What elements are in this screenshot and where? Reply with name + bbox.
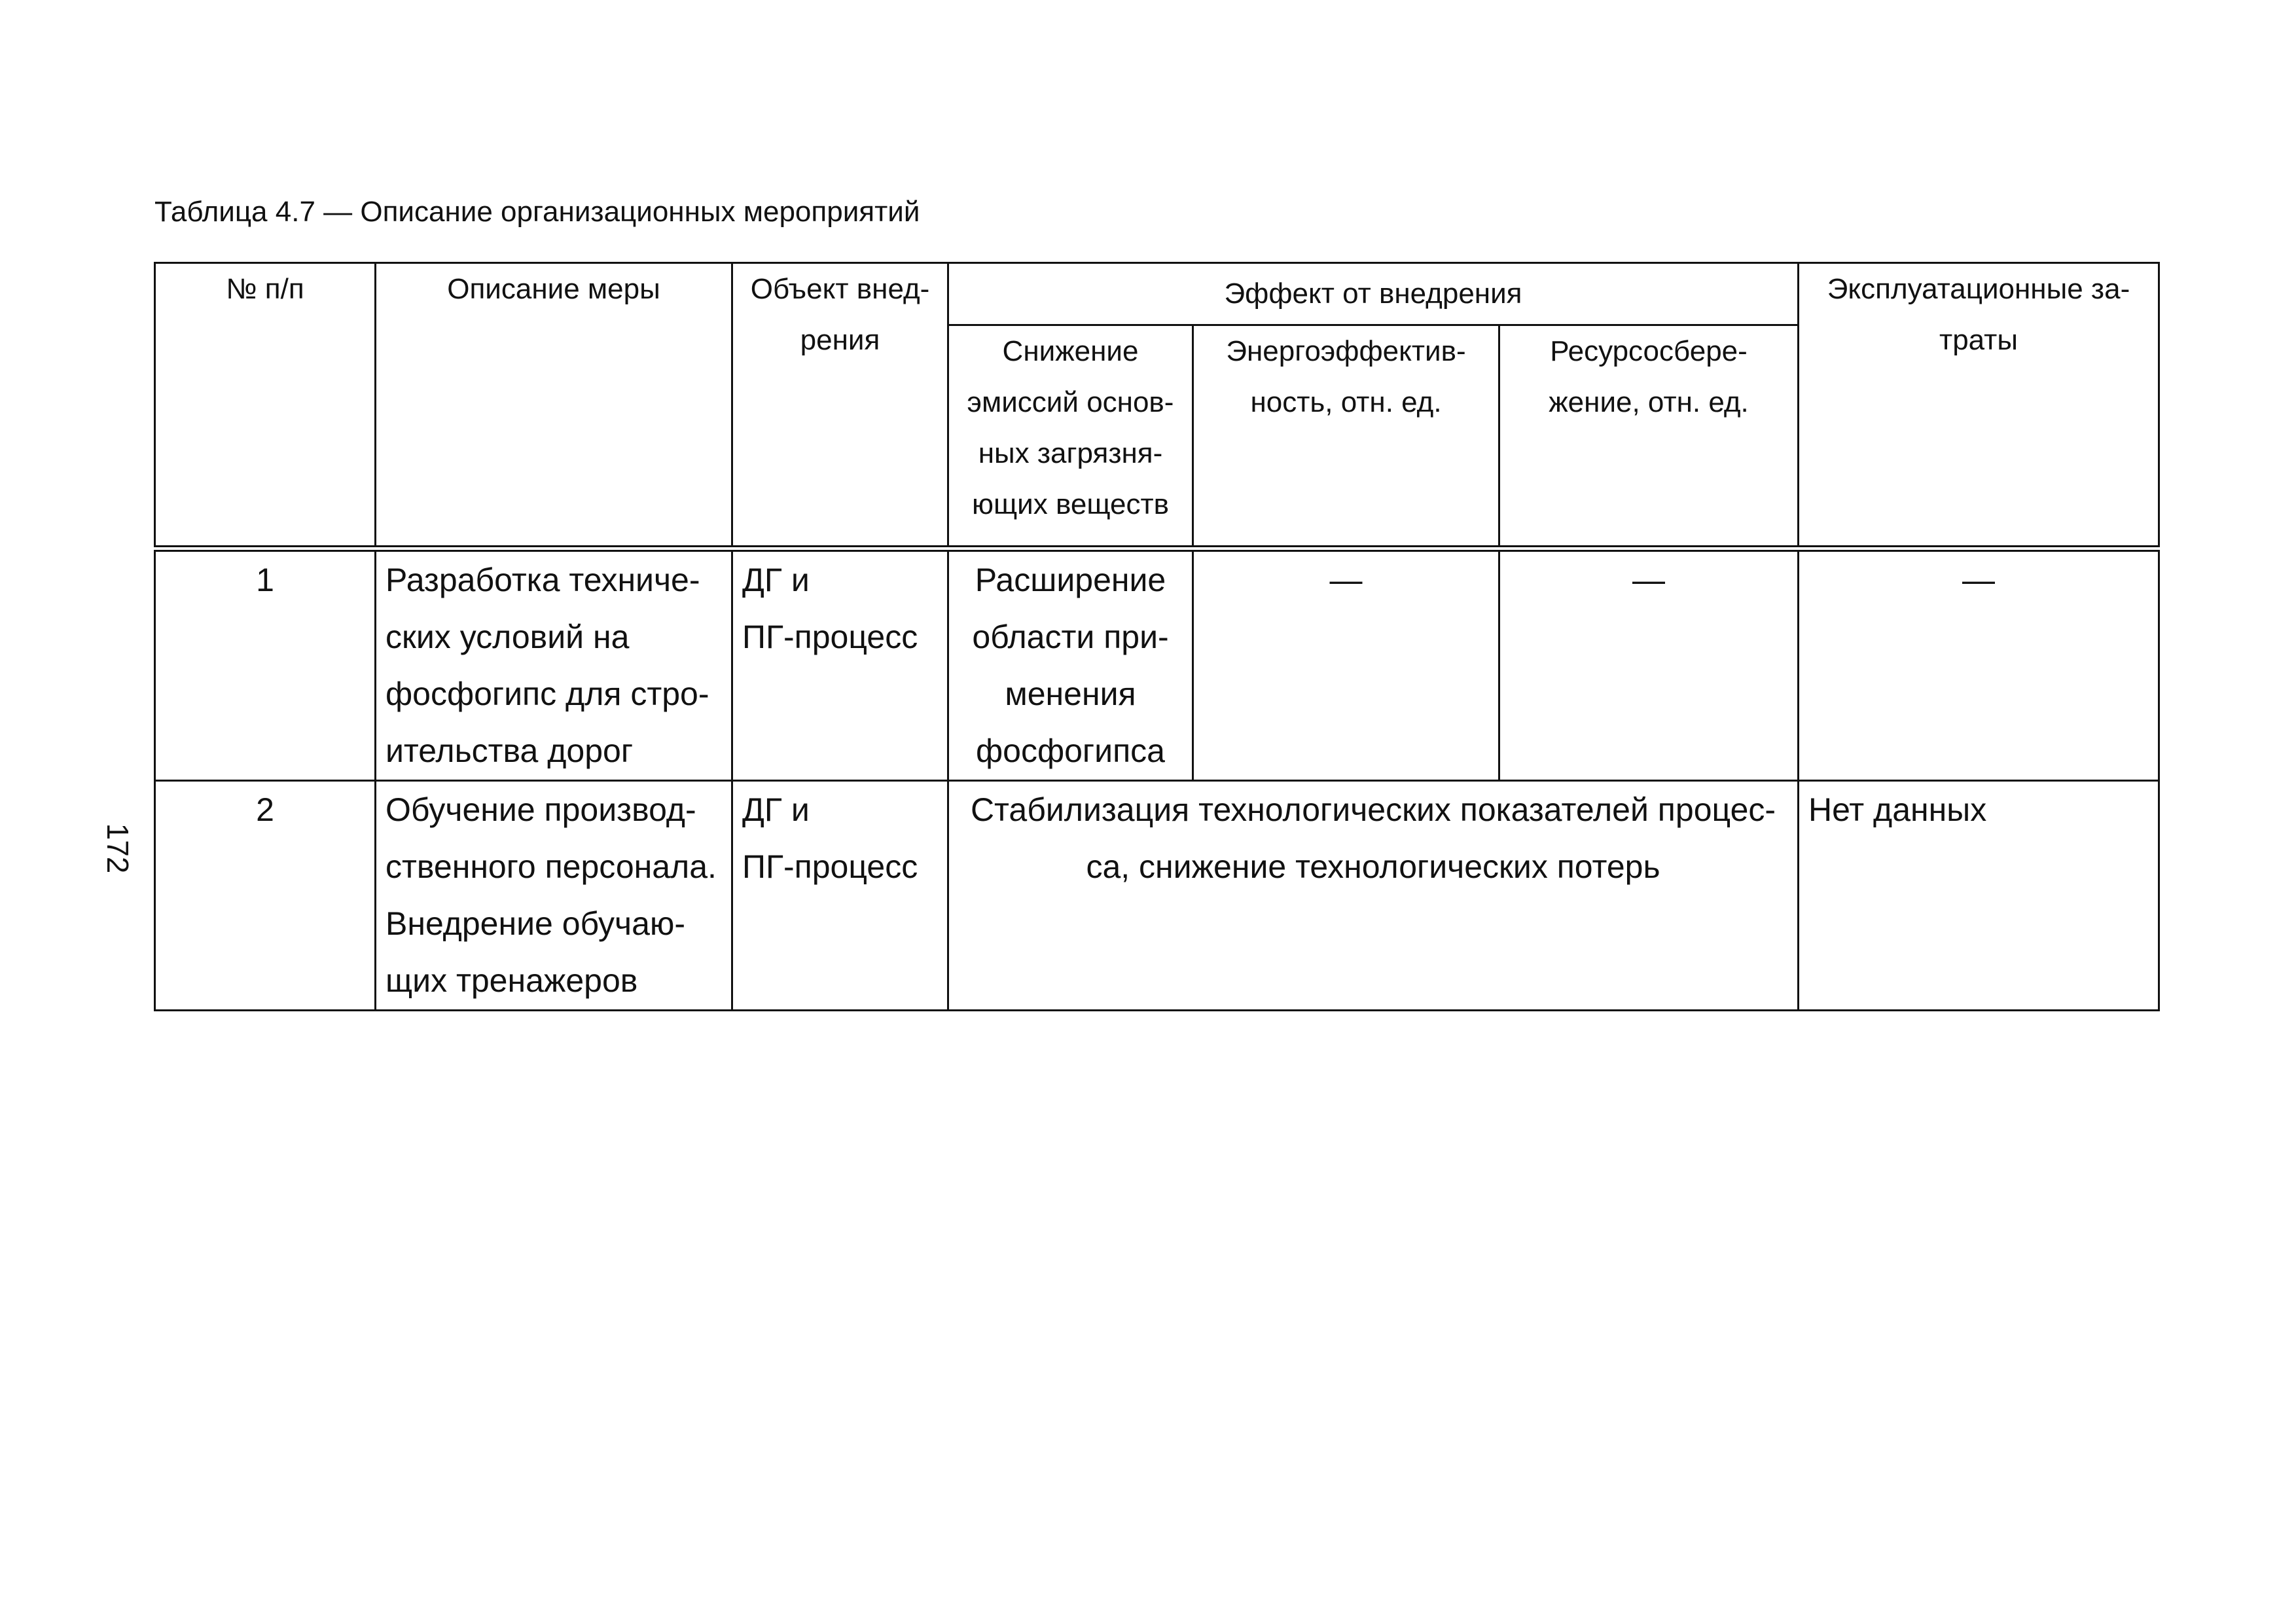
row-description: Обучение производ- ственного персонала. Внедрение обучаю- щих тренажеров <box>376 781 732 1011</box>
header-description: Описание меры <box>376 263 732 549</box>
measures-table <box>154 262 2160 1011</box>
header-row-1 <box>155 263 2159 325</box>
row-object: ДГ и ПГ-процесс <box>732 549 948 781</box>
table-row <box>155 549 2159 781</box>
row-resource: — <box>1499 549 1799 781</box>
row-num: 2 <box>155 781 376 1011</box>
page-number: 172 <box>101 823 135 874</box>
header-resource: Ресурсосбере- жение, отн. ед. <box>1499 325 1799 549</box>
table-row <box>155 781 2159 1011</box>
row-costs: Нет данных <box>1799 781 2159 1011</box>
row-description: Разработка техниче- ских условий на фосфогипс для стро- ительства дорог <box>376 549 732 781</box>
header-emissions: Снижение эмиссий основ- ных загрязня- ющих веществ <box>948 325 1193 549</box>
row-costs: — <box>1799 549 2159 781</box>
header-num: № п/п <box>155 263 376 549</box>
table-caption: Таблица 4.7 — Описание организационных мероприятий <box>154 196 920 228</box>
row-num: 1 <box>155 549 376 781</box>
header-energy: Энергоэффектив- ность, отн. ед. <box>1193 325 1499 549</box>
row-effect-merged: Стабилизация технологических показателей процес- са, снижение технологических потерь <box>948 781 1799 1011</box>
row-energy: — <box>1193 549 1499 781</box>
header-object: Объект внед- рения <box>732 263 948 549</box>
header-costs: Эксплуатационные за- траты <box>1799 263 2159 549</box>
row-object: ДГ и ПГ-процесс <box>732 781 948 1011</box>
row-emissions: Расширение области при- менения фосфогипса <box>948 549 1193 781</box>
header-effect-group: Эффект от внедрения <box>948 263 1799 325</box>
